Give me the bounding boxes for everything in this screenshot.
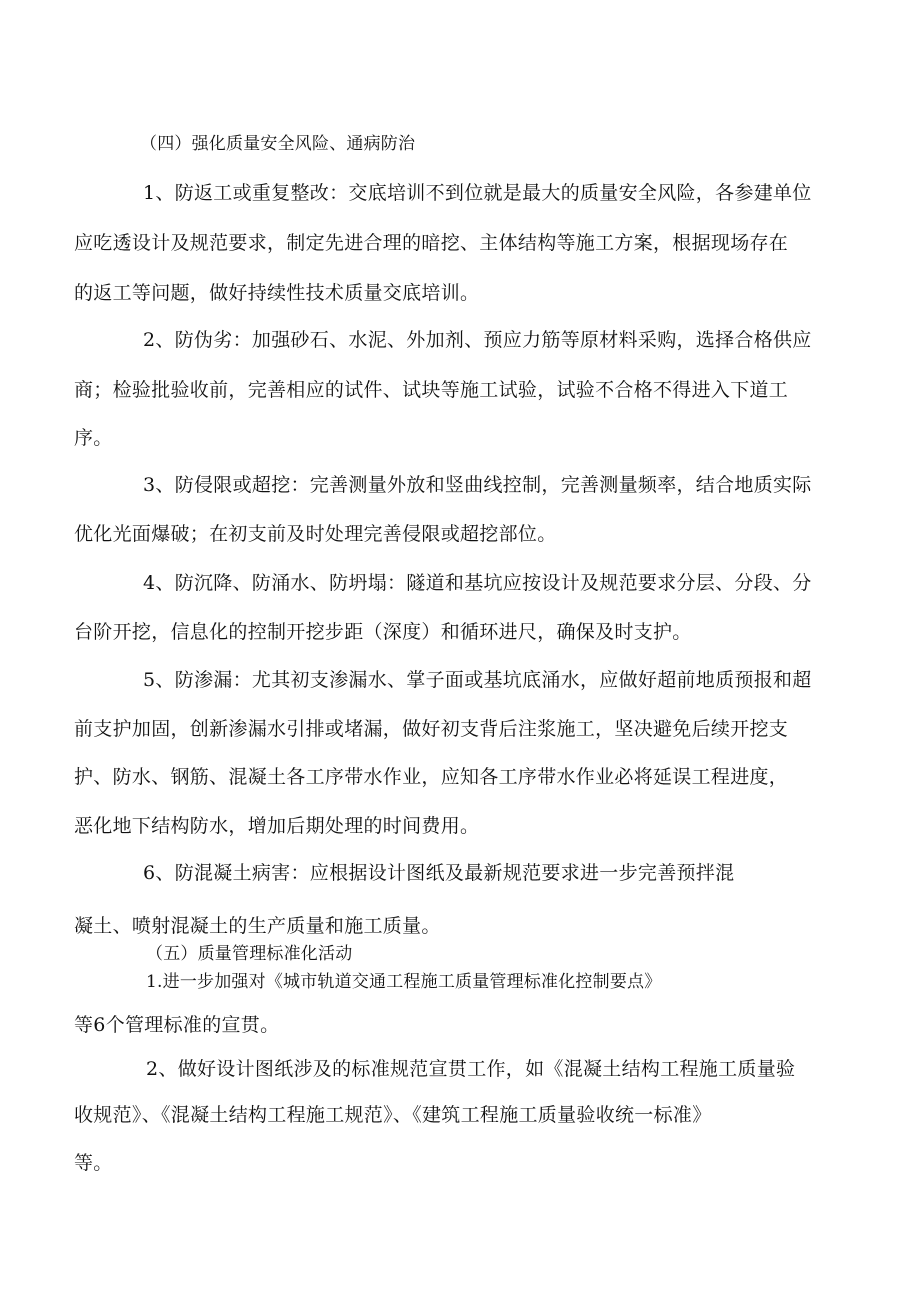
para-4-line-2: 台阶开挖，信息化的控制开挖步距（深度）和循环进尺，确保及时支护。 — [74, 621, 692, 643]
para-6-line-2: 凝土、喷射混凝土的生产质量和施工质量。 — [74, 915, 441, 937]
para-1-line-2: 应吃透设计及规范要求，制定先进合理的暗挖、主体结构等施工方案，根据现场存在 — [74, 232, 789, 254]
para-5-line-4: 恶化地下结构防水，增加后期处理的时间费用。 — [74, 815, 480, 837]
para-5-line-1: 5、防渗漏：尤其初支渗漏水、掌子面或基坑底涌水，应做好超前地质预报和超 — [143, 669, 812, 691]
section-heading-4: （四）强化质量安全风险、通病防治 — [140, 134, 416, 154]
para-1-line-3: 的返工等问题，做好持续性技术质量交底培训。 — [74, 282, 480, 304]
para-3-line-1: 3、防侵限或超挖：完善测量外放和竖曲线控制，完善测量频率，结合地质实际 — [143, 474, 812, 496]
para-6-line-1: 6、防混凝土病害：应根据设计图纸及最新规范要求进一步完善预拌混 — [143, 862, 735, 884]
para-5-line-2: 前支护加固，创新渗漏水引排或堵漏，做好初支背后注浆施工，坚决避免后续开挖支 — [74, 718, 789, 740]
item-2-line-1: 2、做好设计图纸涉及的标准规范宣贯工作，如《混凝土结构工程施工质量验 — [146, 1058, 796, 1080]
item-2-line-3: 等。 — [74, 1152, 113, 1174]
para-4-line-1: 4、防沉降、防涌水、防坍塌：隧道和基坑应按设计及规范要求分层、分段、分 — [143, 572, 812, 594]
para-2-line-1: 2、防伪劣：加强砂石、水泥、外加剂、预应力筋等原材料采购，选择合格供应 — [143, 329, 812, 351]
item-1-line-1: 1.进一步加强对《城市轨道交通工程施工质量管理标准化控制要点》 — [146, 972, 662, 992]
para-2-line-3: 序。 — [74, 427, 113, 449]
para-5-line-3: 护、防水、钢筋、混凝土各工序带水作业，应知各工序带水作业必将延误工程进度， — [74, 766, 789, 788]
para-2-line-2: 商；检验批验收前，完善相应的试件、试块等施工试验，试验不合格不得进入下道工 — [74, 379, 789, 401]
para-3-line-2: 优化光面爆破；在初支前及时处理完善侵限或超挖部位。 — [74, 523, 557, 545]
item-2-line-2: 收规范》、《混凝土结构工程施工规范》、《建筑工程施工质量验收统一标准》 — [74, 1104, 712, 1126]
section-heading-5: （五）质量管理标准化活动 — [146, 944, 353, 964]
item-1-line-2: 等6个管理标准的宣贯。 — [74, 1014, 280, 1036]
para-1-line-1: 1、防返工或重复整改：交底培训不到位就是最大的质量安全风险，各参建单位 — [143, 182, 812, 204]
